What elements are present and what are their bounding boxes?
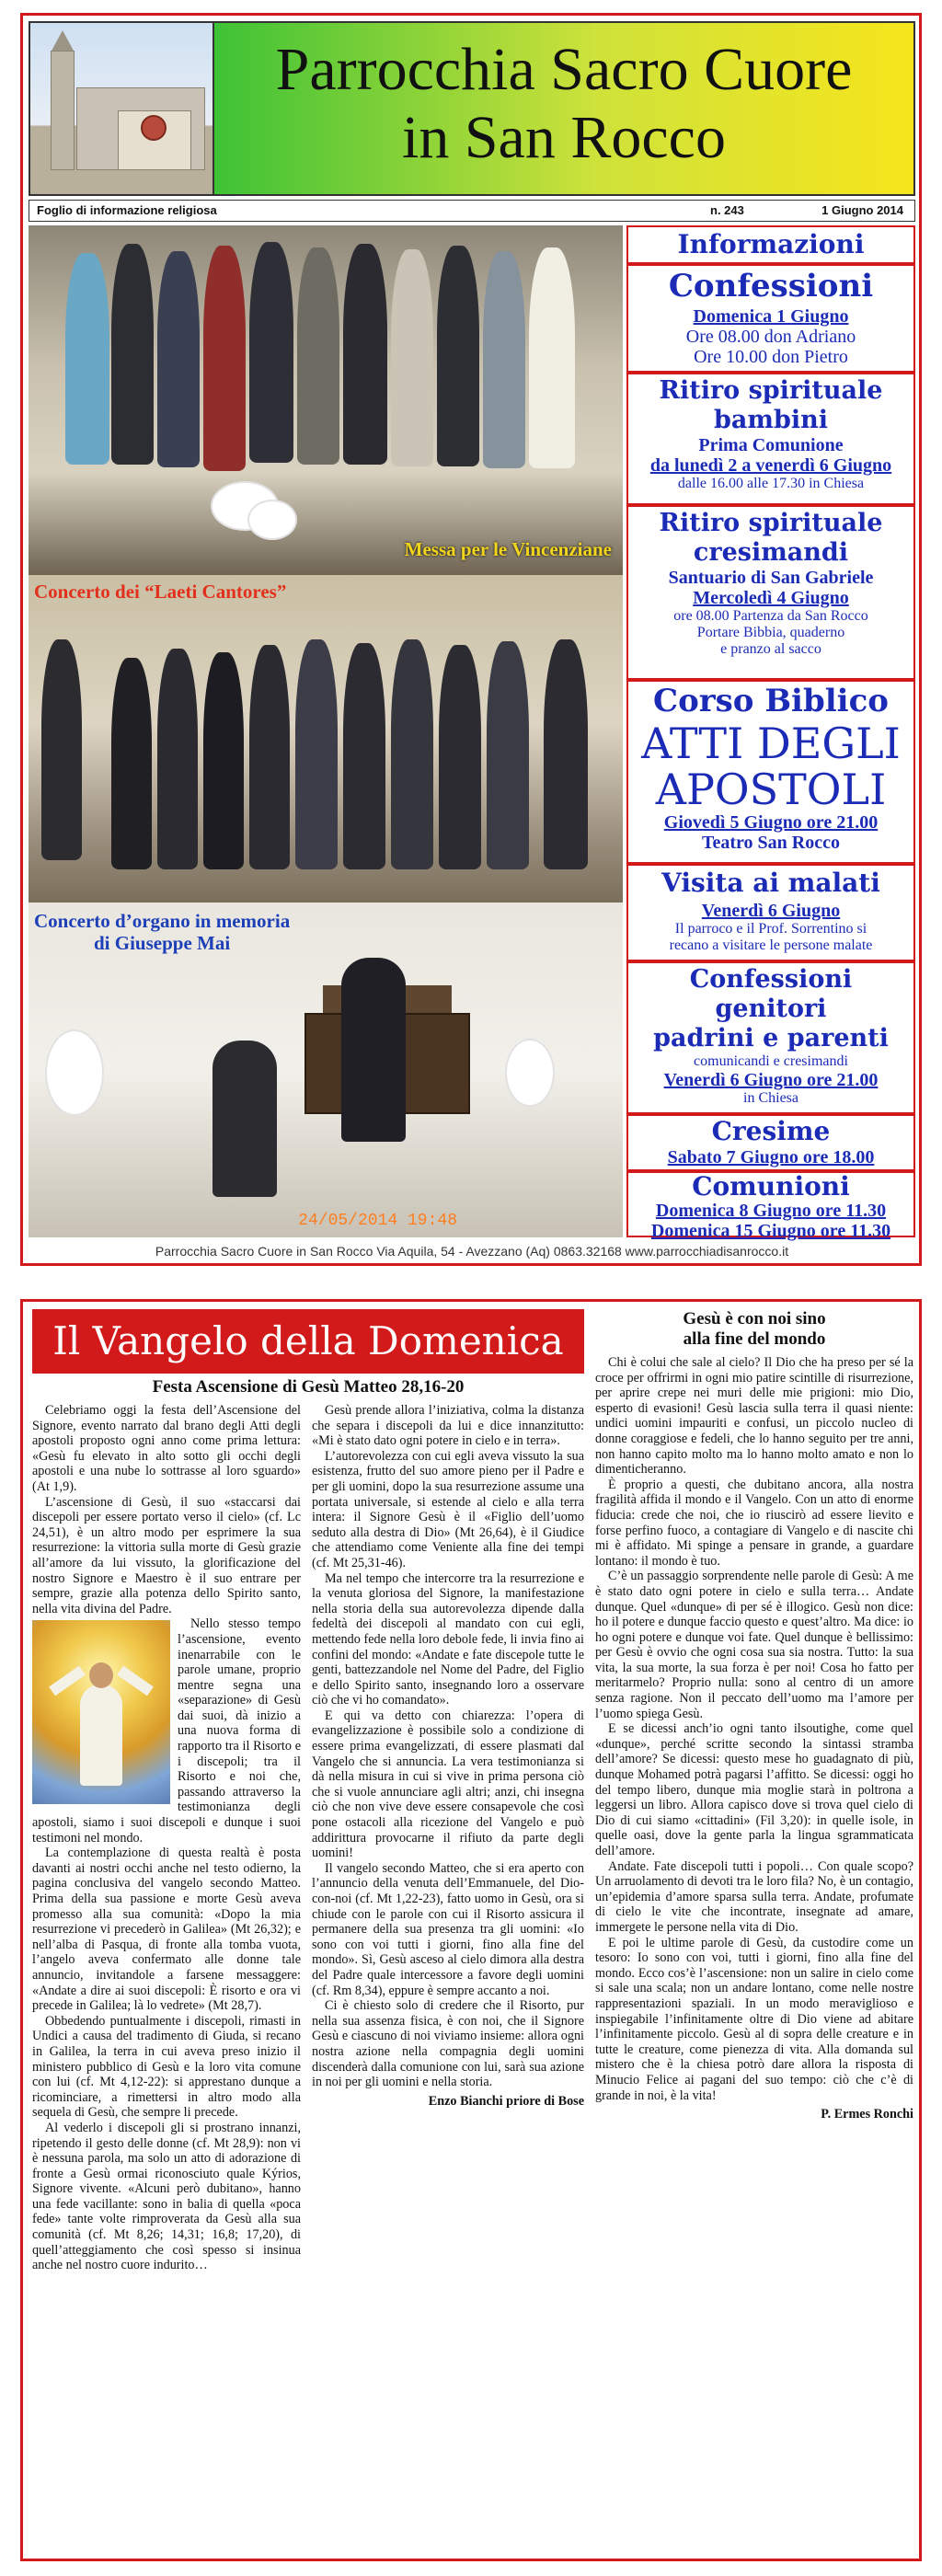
photo-column: [29, 225, 623, 1237]
ritiro-cresimandi-box: Ritiro spirituale cresimandi Santuario di San Gabriele Mercoledì 4 Giugno ore 08.00 Partenza da San Rocco Portare Bibbia, quaderno e pranzo al sacco: [626, 505, 915, 680]
caption-organ-concert: Concerto d’organo in memoria di Giuseppe Mai: [34, 910, 291, 954]
commentary-column: Gesù è con noi sino alla fine del mondo Chi è colui che sale al cielo? Il Dio che ha preso per sé la croce per offrirmi in ogni mio patire scintille di risurrezione, per aprire crepe nei muri delle mie prigioni: mio Dio, esperto di evasioni! Gesù lascia sulla terra il quasi niente: undici uomini impauriti e confusi, un piccolo nucleo di donne coraggiose e fedeli, che lo hanno seguito per tre anni, non hanno capito molto ma lo hanno molto amato e non lo dimenticheranno. È proprio a questi, che dubitano ancora, alla nostra fragilità affida il mondo e il Vangelo. Con un atto di enorme fiducia: crede che noi, che io riuscirò ad essere lievito e forse perfino fuoco, a contagiare di Vangelo e di nascite chi mi è affidato. Mi spinge a pensare in grande, a guardare lontano: il mondo è tuo. C’è un passaggio sorprendente nelle parole di Gesù: A me è stato dato ogni potere in cielo e sulla terra… Andate dunque. Quel «dunque» di per sé è illogico. Gesù non dice: ho il potere e dunque faccio questo e quest’altro. Ma dice: io ho ogni potere e dunque voi fate. Quel dunque è bellissimo: per Gesù è ovvio che ogni cosa sua sia nostra. Tutto: la sua vita, la sua morte, la sua forza è per noi! Cosa ho fatto per meritarmelo? Proprio nulla: sono al centro di un amore senza ragione. Non il peccato dell’uomo ma l’amore per l’uomo spiega Gesù. E se dicessi anch’io ogni tanto ilsoutighe, come quel «dunque», perché scritte secondo la sintassi stramba dell’amore? Se dicessi: questo mese ho guadagnato di più, dunque Mohamed potrà pagarsi l’affitto. Se dicessi: oggi ho del tempo libero, dunque mia moglie starà in poltrona a leggersi un libro. Allora capisco dove si trova quel cielo di Dio di cui siamo «cittadini» (Fil 3,20): in quelle isole, in quelle oasi, dove la gente parla la lingua sgrammaticata dell’amore. Andate. Fate discepoli tutti i popoli… Con quale scopo? Un arruolamento di devoti tra le loro fila? No, è un contagio, un’epidemia d’amore sparsa sulla terra. Andate, profumate di cielo le vite che incontrate, insegnate ad amare, immergete le persone nella vita di Dio. E poi le ultime parole di Gesù, da custodire come un tesoro: Io sono con voi, tutti i giorni, fino alla fine del mondo. Ecco cos’è l’ascensione: non un salire in cielo come si sale una scala; non un andare lontano, come nelle nostre rappresentazioni spaziali. In un modo meraviglioso e inspiegabile l’infinitamente oltre di Dio viene ad abitare l’infinitamente piccolo. Gesù al di sopra delle creature e in tutte le creature, come pienezza di vita. Alla domanda sul mistero che è la chiesa potrò dare allora la risposta di Minucio Felice ai pagani del suo tempo: ciò che c’è di grande in noi, è la vita! P. Ermes Ronchi: [595, 1309, 913, 2122]
corso-biblico-box: Corso Biblico ATTI DEGLI APOSTOLI Giovedì 5 Giugno ore 21.00 Teatro San Rocco: [626, 680, 915, 864]
caption-vincenziane: Messa per le Vincenziane: [404, 538, 612, 560]
info-header: Informazioni: [677, 229, 865, 259]
ritiro-bambini-box: Ritiro spirituale bambini Prima Comunione da lunedì 2 a venerdì 6 Giugno dalle 16.00 alle 17.30 in Chiesa: [626, 373, 915, 505]
gospel-subtitle: Festa Ascensione di Gesù Matteo 28,16-20: [152, 1377, 465, 1397]
parish-footer: Parrocchia Sacro Cuore in San Rocco Via Aquila, 54 - Avezzano (Aq) 0863.32168 www.parrocchiadisanrocco.it: [155, 1244, 789, 1259]
photo-laeti-cantores: [29, 575, 623, 904]
comunioni-box: Comunioni Domenica 8 Giugno ore 11.30 Domenica 15 Giugno ore 11.30: [626, 1171, 915, 1237]
caption-laeti-cantores: Concerto dei “Laeti Cantores”: [34, 581, 287, 603]
issue-bar: [29, 200, 915, 222]
issue-date: 1 Giugno 2014: [821, 203, 903, 217]
photo-organ-concert: [29, 903, 623, 1237]
info-header-box: [626, 225, 915, 264]
author-signature: Enzo Bianchi priore di Bose: [428, 2093, 584, 2109]
title-band: [214, 23, 913, 194]
ascension-image: [32, 1620, 170, 1804]
issue-number: n. 243: [710, 203, 744, 217]
confessioni-box: Confessioni Domenica 1 Giugno Ore 08.00 don Adriano Ore 10.00 don Pietro: [626, 264, 915, 373]
commentary-title: Gesù è con noi sino alla fine del mondo: [683, 1309, 826, 1349]
commentary-signature: P. Ermes Ronchi: [821, 2107, 913, 2122]
church-photo: [30, 23, 214, 194]
gospel-column-1: Celebriamo oggi la festa dell’Ascensione del Signore, evento narrato dal brano degli Atti degli apostoli proposto ogni anno come prima lettura: «Gesù fu elevato in alto sotto gli occhi degli apostoli e una nube lo sottrasse al loro sguardo» (At 1,9). L’ascensione di Gesù, il suo «staccarsi dai discepoli per essere portato verso il cielo» (cf. Lc 24,51), è un altro modo per esprimere la sua resurrezione: la vittoria sulla morte di Gesù grazie all’amore da lui vissuto, la glorificazione del nostro Signore e Maestro è il suo entrare per sempre, grazie alla potenza dello Spirito santo, nella vita divina del Padre. Nello stesso tempo l’ascensione, evento inenarrabile con le parole umane, proprio mentre segna una «separazione» di Gesù dai suoi, dà inizio a una nuova forma di rapporto tra il Risorto e i discepoli; tra il Risorto e noi che, passando attraverso la testimonianza degli apostoli, siamo i suoi discepoli e dunque i suoi testimoni nel mondo. La contemplazione di questa realtà è posta davanti ai nostri occhi anche nel testo odierno, la pagina conclusiva del vangelo secondo Matteo. Prima della sua passione e morte Gesù aveva promesso alla sua comunità: «Dopo la mia resurrezione vi precederò in Galilea» (Mt 26,32); e nell’alba di Pasqua, di fronte alla tomba vuota, l’angelo aveva confermato alle donne tale annuncio, invitandole a farsene messaggere: «Andate a dire ai suoi discepoli: È risorto e ora vi precede in Galilea; là lo vedrete» (Mt 28,7). Obbedendo puntualmente i discepoli, rimasti in Undici a causa del tradimento di Giuda, si recano in Galilea, la terra in cui aveva preso inizio il ministero pubblico di Gesù e la loro vita comune con lui (cf. Mt 4,12-22): si apprestano dunque a ricominciare, a rimettersi in altro modo alla sequela di Gesù, che sempre li precede. Al vederlo i discepoli gli si prostrano innanzi, ripetendo il gesto delle donne (cf. Mt 28,9): non vi è nessuna parola, ma solo un atto di adorazione di fronte a Gesù ormai riconosciuto quale Kýrios, Signore vivente. «Alcuni però dubitano», hanno una fede vacillante: sono in balia di quella «poca fede» tante volte rimproverata da Gesù alla sua comunità (cf. Mt 8,26; 14,31; 16,8; 17,20), di quell’atteggiamento che così spesso si insinua anche nel nostro cuore indurito…: [32, 1403, 301, 2273]
gospel-title: Il Vangelo della Domenica: [32, 1309, 584, 1374]
front-page: [20, 13, 922, 1266]
photo-mass-vincenziane: [29, 225, 623, 577]
confessioni-genitori-box: Confessioni genitori padrini e parenti comunicandi e cresimandi Venerdì 6 Giugno ore 21.00 in Chiesa: [626, 961, 915, 1114]
newsletter-subtitle: Foglio di informazione religiosa: [37, 203, 217, 217]
photo-timestamp: 24/05/2014 19:48: [298, 1212, 457, 1230]
gospel-page: [20, 1299, 922, 2561]
masthead: [29, 21, 915, 196]
gospel-column-2: Gesù prende allora l’iniziativa, colma la distanza che separa i discepoli da lui e dice innanzitutto: «Mi è stato dato ogni potere in cielo e in terra». L’autorevolezza con cui egli aveva vissuto la sua esistenza, frutto del suo amore pieno per il Padre e per gli uomini, dopo la sua resurrezione assume una portata universale, si estende al cielo e alla terra intera: il Signore Gesù è il «Figlio dell’uomo seduto alla destra di Dio» (Mt 26,64), è il Giudice che attendiamo come Veniente alla fine dei tempi (cf. Mt 25,31-46). Ma nel tempo che intercorre tra la resurrezione e la venuta gloriosa del Signore, la manifestazione nella storia della sua autorevolezza dipende dalla fedeltà dei discepoli al mandato con cui egli, mettendo fede nella loro debole fede, li invia fino ai confini del mondo: «Andate e fate discepole tutte le genti, battezzandole nel Nome del Padre, del Figlio e dello Spirito santo, insegnando loro a osservare ciò che vi ho comandato». E qui va detto con chiarezza: l’opera di evangelizzazione è possibile solo a condizione di essere prima evangelizzati, di essere plasmati dal Vangelo che si annuncia. La vera testimonianza si dà nella misura in cui si vive in prima persona ciò che si vuole annunciare agli altri; anzi, chi insegna ciò che non vive deve essere consapevole che così pone ostacoli alla ricezione del Vangelo e può addirittura provocarne il rifiuto da parte degli uomini! Il vangelo secondo Matteo, che si era aperto con l’annuncio della venuta dell’Emmanuele, del Dio-con-noi (cf. Mt 1,22-23), fatto uomo in Gesù, ora si chiude con le parole con cui il Risorto assicura il permanere della sua presenza tra gli uomini: «Io sono con voi tutti i giorni, fino alla fine del mondo». Sì, Gesù asceso al cielo dimora alla destra del Padre quale intercessore a favore degli uomini (cf. Rm 8,34), eppure è sempre accanto a noi. Ci è chiesto solo di credere che il Risorto, pur nella sua assenza fisica, è con noi, che il Signore Gesù e ciascuno di noi viviamo insieme: allora ogni nostra azione nella compagnia degli uomini discenderà dalla comunione con lui, sarà sua azione in noi per gli uomini e nella storia. Enzo Bianchi priore di Bose: [312, 1403, 584, 2109]
info-sidebar: [626, 225, 915, 1241]
visita-malati-box: Visita ai malati Venerdì 6 Giugno Il parroco e il Prof. Sorrentino si recano a visitare le persone malate: [626, 864, 915, 961]
cresime-box: Cresime Sabato 7 Giugno ore 18.00: [626, 1114, 915, 1171]
page-title: Parrocchia Sacro Cuore in San Rocco: [275, 36, 853, 171]
